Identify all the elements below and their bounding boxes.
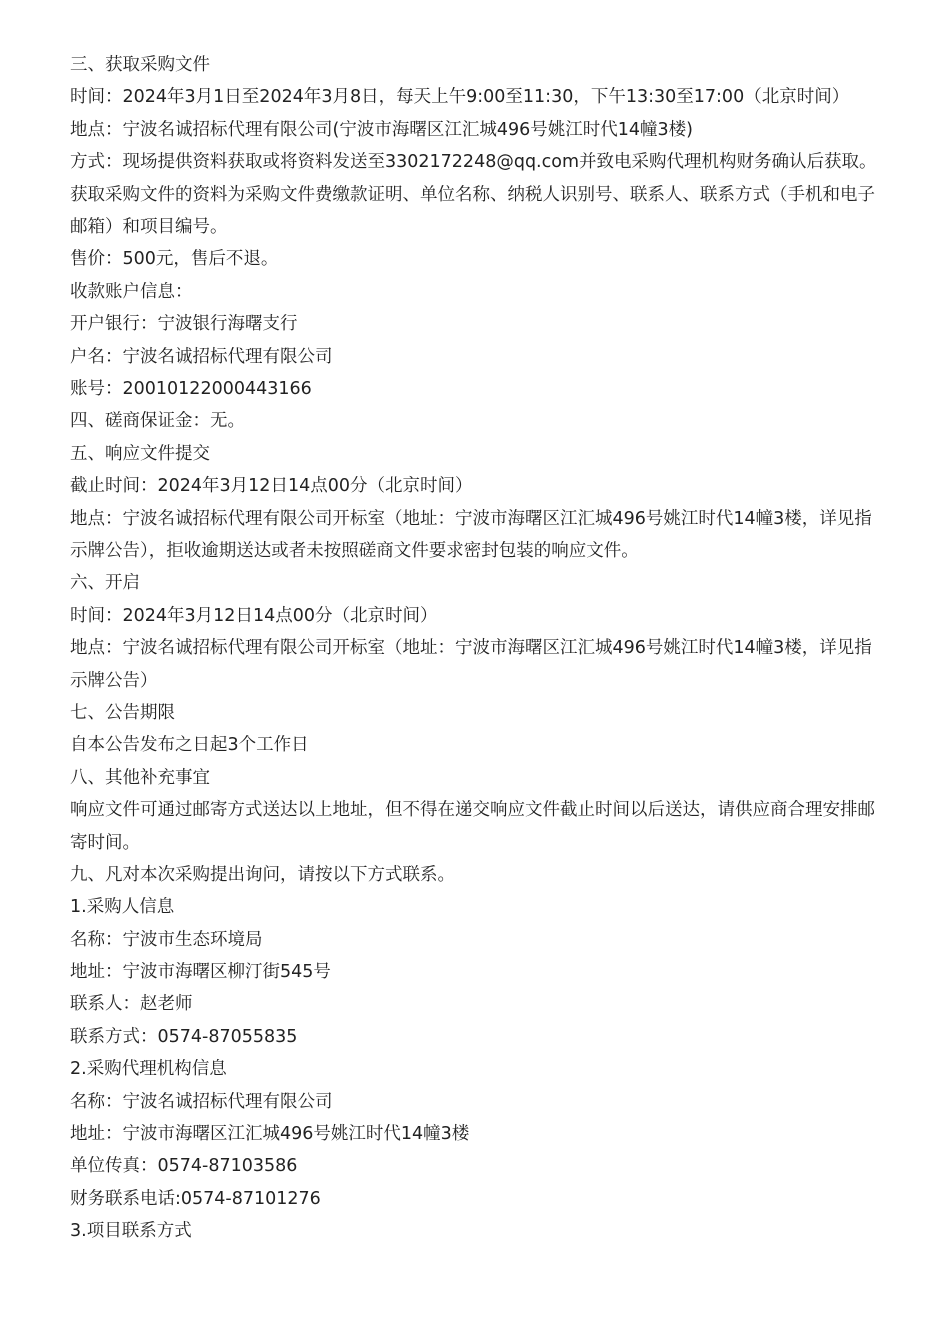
bank-name: 开户银行：宁波银行海曙支行 <box>70 314 298 335</box>
agency-info-heading: 2.采购代理机构信息 <box>70 1059 227 1080</box>
agency-fax: 单位传真：0574-87103586 <box>70 1156 298 1177</box>
purchaser-info-heading: 1.采购人信息 <box>70 897 175 918</box>
announcement-document <box>70 49 882 1248</box>
document-acquisition-place: 地点：宁波名诚招标代理有限公司(宁波市海曙区江汇城496号姚江时代14幢3楼) <box>70 119 693 140</box>
agency-finance-phone: 财务联系电话:0574-87101276 <box>70 1188 321 1209</box>
purchaser-contact: 联系人：赵老师 <box>70 994 193 1015</box>
supplementary-notes: 响应文件可通过邮寄方式送达以上地址，但不得在递交响应文件截止时间以后送达，请供应商合理安排邮寄时间。 <box>70 800 875 853</box>
agency-name: 名称：宁波名诚招标代理有限公司 <box>70 1091 333 1112</box>
section-4-heading: 四、磋商保证金：无。 <box>70 411 245 432</box>
purchaser-name: 名称：宁波市生态环境局 <box>70 929 263 950</box>
account-info-heading: 收款账户信息： <box>70 281 193 302</box>
opening-place: 地点：宁波名诚招标代理有限公司开标室（地址：宁波市海曙区江汇城496号姚江时代14幢3楼，详见指示牌公告） <box>70 638 872 691</box>
document-acquisition-method: 方式：现场提供资料获取或将资料发送至3302172248@qq.com并致电采购代理机构财务确认后获取。获取采购文件的资料为采购文件费缴款证明、单位名称、纳税人识别号、联系人、联系方式（手机和电子邮箱）和项目编号。 <box>70 152 877 237</box>
document-acquisition-time: 时间：2024年3月1日至2024年3月8日，每天上午9:00至11:30，下午13:30至17:00（北京时间） <box>70 87 850 108</box>
section-9-heading: 九、凡对本次采购提出询问，请按以下方式联系。 <box>70 864 455 885</box>
account-number: 账号：20010122000443166 <box>70 378 312 399</box>
section-3-heading: 三、获取采购文件 <box>70 55 210 75</box>
announcement-period: 自本公告发布之日起3个工作日 <box>70 735 309 756</box>
purchaser-address: 地址：宁波市海曙区柳汀街545号 <box>70 962 331 983</box>
purchaser-phone: 联系方式：0574-87055835 <box>70 1026 298 1047</box>
account-holder: 户名：宁波名诚招标代理有限公司 <box>70 346 333 367</box>
submission-place: 地点：宁波名诚招标代理有限公司开标室（地址：宁波市海曙区江汇城496号姚江时代14幢3楼，详见指示牌公告），拒收逾期送达或者未按照磋商文件要求密封包装的响应文件。 <box>70 508 872 561</box>
submission-deadline: 截止时间：2024年3月12日14点00分（北京时间） <box>70 476 473 497</box>
section-6-heading: 六、开启 <box>70 573 140 594</box>
section-8-heading: 八、其他补充事宜 <box>70 767 210 788</box>
agency-address: 地址：宁波市海曙区江汇城496号姚江时代14幢3楼 <box>70 1124 470 1145</box>
section-5-heading: 五、响应文件提交 <box>70 443 210 464</box>
section-7-heading: 七、公告期限 <box>70 702 175 723</box>
document-price: 售价：500元，售后不退。 <box>70 249 279 270</box>
opening-time: 时间：2024年3月12日14点00分（北京时间） <box>70 605 438 626</box>
project-contact-heading: 3.项目联系方式 <box>70 1221 192 1242</box>
